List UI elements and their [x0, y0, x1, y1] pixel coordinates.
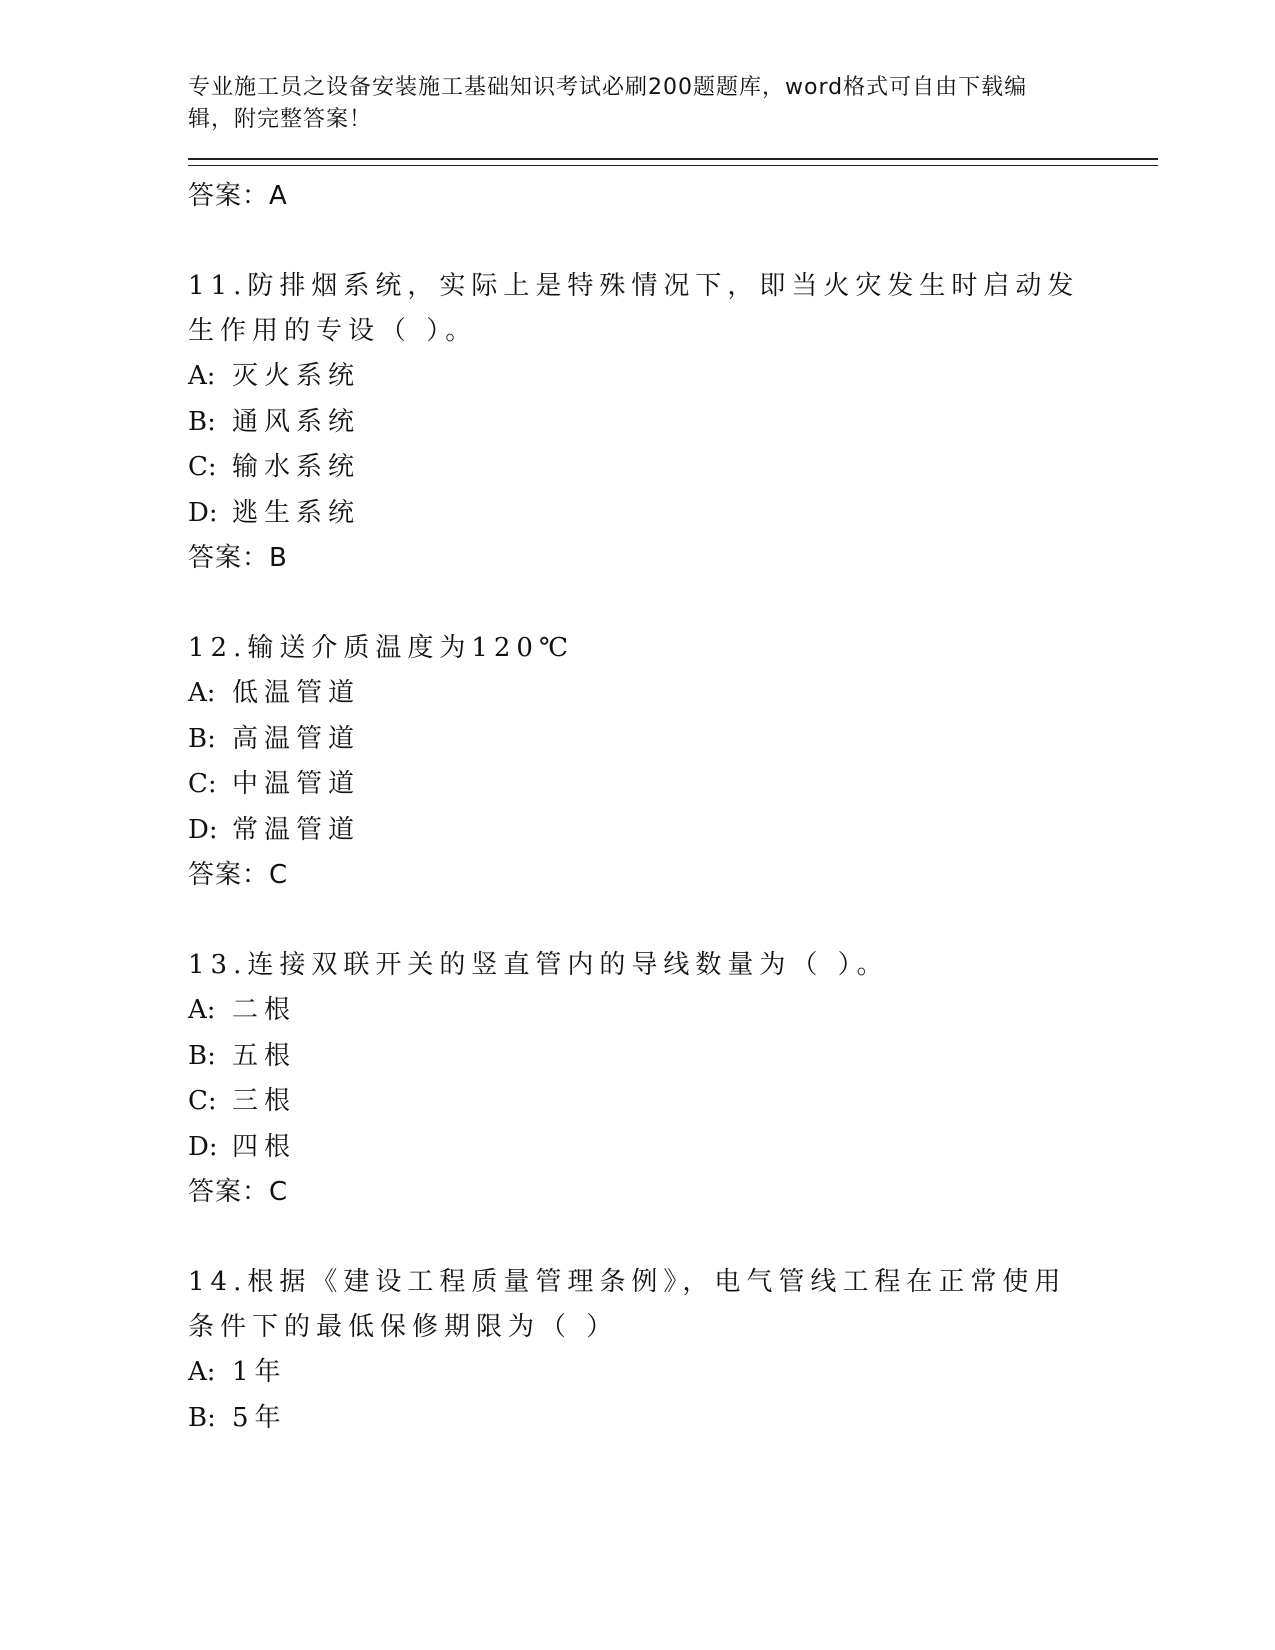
option-letter: D:: [188, 814, 218, 845]
option-letter: A:: [188, 678, 216, 708]
answer-label: 答案：B: [188, 543, 288, 573]
question-stem: 11.防排烟系统，实际上是特殊情况下，即当火灾发生时启动发生作用的专设（ ）。: [188, 271, 1080, 346]
option-b: [188, 400, 1158, 446]
option-text: 1年: [232, 1357, 287, 1387]
option-text: 五根: [232, 1040, 297, 1071]
option-letter: B:: [188, 1040, 216, 1071]
option-letter: C:: [188, 769, 217, 799]
option-text: 逃生系统: [232, 497, 361, 528]
option-text: 低温管道: [232, 678, 361, 708]
answer-label: 答案：C: [188, 860, 289, 890]
option-b: [188, 717, 1158, 763]
option-letter: A:: [188, 361, 216, 391]
option-c: [188, 762, 1158, 808]
option-letter: D:: [188, 1131, 218, 1162]
document-header: 专业施工员之设备安装施工基础知识考试必刷200题题库，word格式可自由下载编辑，附完整答案！: [188, 75, 1028, 132]
option-letter: B:: [188, 723, 216, 754]
option-text: 灭火系统: [232, 361, 361, 391]
option-text: 5年: [232, 1402, 287, 1433]
question-block: [188, 626, 1158, 897]
option-letter: C:: [188, 1086, 217, 1116]
answer-label: 答案：A: [188, 181, 288, 211]
answer-label: 答案：C: [188, 1177, 289, 1207]
option-d: [188, 1125, 1158, 1171]
option-text: 高温管道: [232, 723, 361, 754]
option-letter: B:: [188, 406, 216, 437]
option-c: [188, 1079, 1158, 1125]
option-text: 常温管道: [232, 814, 361, 845]
option-text: 输水系统: [232, 452, 361, 482]
question-block: [188, 943, 1158, 1214]
question-stem: 13.连接双联开关的竖直管内的导线数量为（ ）。: [188, 950, 889, 980]
option-letter: A:: [188, 995, 216, 1025]
option-d: [188, 491, 1158, 537]
option-text: 三根: [232, 1086, 297, 1116]
document-page: [188, 72, 1158, 1441]
option-text: 通风系统: [232, 406, 361, 437]
option-letter: B:: [188, 1402, 216, 1433]
option-text: 四根: [232, 1131, 297, 1162]
option-a: [188, 671, 1158, 717]
option-a: [188, 988, 1158, 1034]
option-letter: D:: [188, 497, 218, 528]
question-stem: 14.根据《建设工程质量管理条例》，电气管线工程在正常使用条件下的最低保修期限为（ ）: [188, 1267, 1067, 1342]
option-b: [188, 1396, 1158, 1442]
option-c: [188, 445, 1158, 491]
question-stem: 12.输送介质温度为120℃: [188, 633, 575, 663]
header-divider: [188, 158, 1158, 166]
question-block: [188, 264, 1158, 580]
question-block: [188, 1260, 1158, 1441]
option-a: [188, 1350, 1158, 1396]
option-a: [188, 354, 1158, 400]
option-d: [188, 808, 1158, 854]
option-b: [188, 1034, 1158, 1080]
option-text: 中温管道: [232, 769, 361, 799]
option-text: 二根: [232, 995, 297, 1025]
option-letter: A:: [188, 1357, 216, 1387]
option-letter: C:: [188, 452, 217, 482]
